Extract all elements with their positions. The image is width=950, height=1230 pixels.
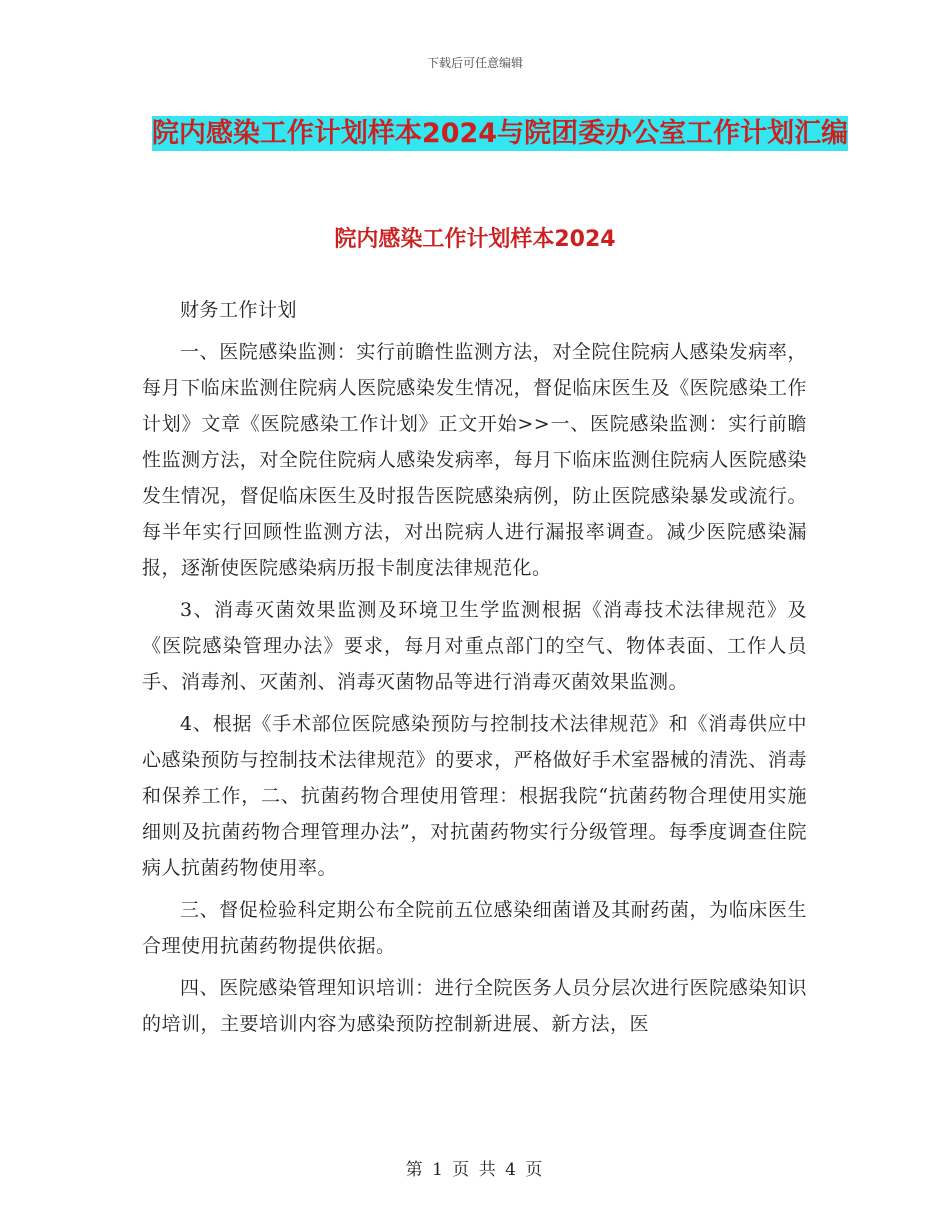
paragraph: 3、消毒灭菌效果监测及环境卫生学监测根据《消毒技术法律规范》及《医院感染管理办法》要求，每月对重点部门的空气、物体表面、工作人员手、消毒剂、灭菌剂、消毒灭菌物品等进行消毒灭菌效果监测。 (142, 599, 807, 693)
document-title (140, 112, 860, 156)
paragraph: 四、医院感染管理知识培训：进行全院医务人员分层次进行医院感染知识的培训，主要培训内容为感染预防控制新进展、新方法，医 (142, 977, 807, 1035)
document-body (142, 292, 807, 1048)
paragraph: 4、根据《手术部位医院感染预防与控制技术法律规范》和《消毒供应中心感染预防与控制技术法律规范》的要求，严格做好手术室器械的清洗、消毒和保养工作，二、抗菌药物合理使用管理：根据我院“抗菌药物合理使用实施细则及抗菌药物合理管理办法”，对抗菌药物实行分级管理。每季度调查住院病人抗菌药物使用率。 (142, 713, 807, 879)
document-title-text: 院内感染工作计划样本2024与院团委办公室工作计划汇编 (151, 118, 849, 149)
paragraph: 三、督促检验科定期公布全院前五位感染细菌谱及其耐药菌，为临床医生合理使用抗菌药物提供依据。 (142, 899, 807, 957)
paragraph: 财务工作计划 (180, 299, 298, 321)
paragraph: 一、医院感染监测：实行前瞻性监测方法，对全院住院病人感染发病率，每月下临床监测住院病人医院感染发生情况，督促临床医生及《医院感染工作计划》文章《医院感染工作计划》正文开始>>一、医院感染监测：实行前瞻性监测方法，对全院住院病人感染发病率，每月下临床监测住院病人医院感染发生情况，督促临床医生及时报告医院感染病例，防止医院感染暴发或流行。每半年实行回顾性监测方法，对出院病人进行漏报率调查。减少医院感染漏报，逐渐使医院感染病历报卡制度法律规范化。 (142, 341, 807, 579)
page-footer: 第 1 页 共 4 页 (405, 1160, 545, 1180)
header-note: 下载后可任意编辑 (426, 56, 523, 70)
section-title: 院内感染工作计划样本2024 (334, 227, 616, 252)
